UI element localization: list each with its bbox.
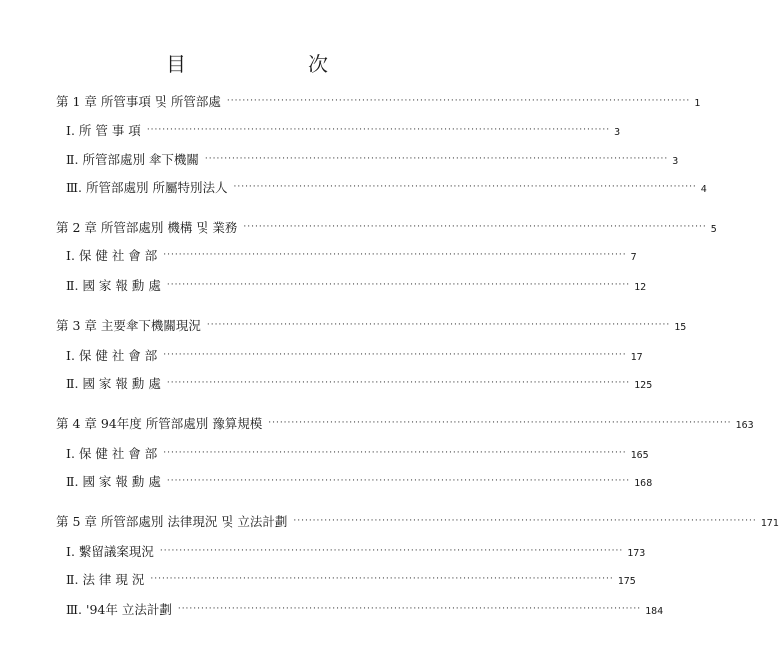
toc-leader-dots: ························································································································ (166, 279, 631, 290)
toc-entry-label: Ⅰ. 保 健 社 會 部 (66, 446, 158, 461)
toc-leader-dots: ························································································································ (163, 249, 627, 260)
toc-section-entry (66, 570, 636, 588)
toc-leader-dots: ························································································································ (243, 221, 707, 232)
toc-entry-label: 第 3 章 主要傘下機關現況 (56, 318, 201, 333)
toc-section-entry (66, 150, 679, 168)
toc-section-entry (66, 472, 653, 490)
toc-leader-dots: ························································································································ (163, 349, 627, 360)
toc-page-number: 3 (672, 156, 679, 167)
toc-page-number: 15 (674, 322, 687, 333)
toc-section-entry (66, 542, 646, 560)
toc-section-entry (66, 178, 707, 196)
toc-page-number: 3 (614, 127, 621, 138)
toc-page-number: 1 (694, 98, 701, 109)
toc-page-number: 125 (634, 380, 653, 391)
toc-entry-label: Ⅰ. 所 管 事 項 (66, 123, 141, 138)
toc-page-number: 175 (617, 576, 636, 587)
toc-section-entry (66, 276, 647, 294)
toc-title-right: 次 (308, 52, 328, 76)
toc-entry-label: 第 2 章 所管部處別 機構 및 業務 (56, 220, 238, 235)
toc-entry-label: Ⅲ. 所管部處別 所屬特別法人 (66, 180, 228, 195)
toc-entry-label: 第 5 章 所管部處別 法律現況 및 立法計劃 (56, 514, 288, 529)
toc-page-number: 184 (645, 606, 664, 617)
toc-page-number: 171 (760, 518, 779, 529)
toc-chapter-entry (56, 316, 687, 334)
toc-leader-dots: ························································································································ (206, 319, 671, 330)
toc-leader-dots: ························································································································ (226, 95, 691, 106)
toc-entry-label: Ⅱ. 法 律 現 況 (66, 572, 145, 587)
toc-page-number: 163 (735, 420, 754, 431)
toc-page-number: 173 (627, 548, 646, 559)
toc-section-entry (66, 600, 664, 618)
toc-title (150, 48, 350, 78)
toc-entry-label: Ⅰ. 保 健 社 會 部 (66, 248, 158, 263)
toc-section-entry (66, 346, 643, 364)
toc-entry-label: 第 4 章 94年度 所管部處別 豫算規模 (56, 416, 263, 431)
toc-leader-dots: ························································································································ (146, 124, 611, 135)
toc-page-number: 7 (630, 252, 637, 263)
toc-page-number: 5 (710, 224, 717, 235)
toc-entry-label: Ⅲ. '94年 立法計劃 (66, 602, 172, 617)
toc-leader-dots: ························································································································ (163, 447, 627, 458)
toc-title-left: 目 (166, 52, 186, 76)
toc-chapter-entry (56, 92, 701, 110)
toc-section-entry (66, 374, 653, 392)
toc-leader-dots: ························································································································ (268, 417, 732, 428)
toc-entry-label: Ⅱ. 國 家 報 勳 處 (66, 376, 161, 391)
toc-entry-label: Ⅱ. 國 家 報 勳 處 (66, 278, 161, 293)
toc-page-number: 12 (634, 282, 647, 293)
toc-page-number: 4 (700, 184, 707, 195)
toc-chapter-entry (56, 414, 754, 432)
toc-leader-dots: ························································································································ (159, 545, 624, 556)
toc-leader-dots: ························································································································ (166, 475, 631, 486)
toc-entry-label: Ⅱ. 國 家 報 勳 處 (66, 474, 161, 489)
toc-section-entry (66, 246, 637, 264)
toc-leader-dots: ························································································································ (177, 603, 642, 614)
toc-section-entry (66, 444, 649, 462)
toc-leader-dots: ························································································································ (166, 377, 631, 388)
toc-page-number: 165 (630, 450, 649, 461)
toc-entry-label: 第 1 章 所管事項 및 所管部處 (56, 94, 221, 109)
toc-page-number: 17 (630, 352, 643, 363)
toc-entry-label: Ⅰ. 繫留議案現況 (66, 544, 154, 559)
toc-leader-dots: ························································································································ (233, 181, 697, 192)
toc-page-number: 168 (634, 478, 653, 489)
toc-leader-dots: ························································································································ (150, 573, 614, 584)
toc-entry-label: Ⅰ. 保 健 社 會 部 (66, 348, 158, 363)
toc-chapter-entry (56, 218, 717, 236)
toc-leader-dots: ························································································································ (204, 153, 669, 164)
toc-entry-label: Ⅱ. 所管部處別 傘下機關 (66, 152, 199, 167)
toc-leader-dots: ························································································································ (293, 515, 757, 526)
toc-section-entry (66, 121, 621, 139)
toc-chapter-entry (56, 512, 779, 530)
